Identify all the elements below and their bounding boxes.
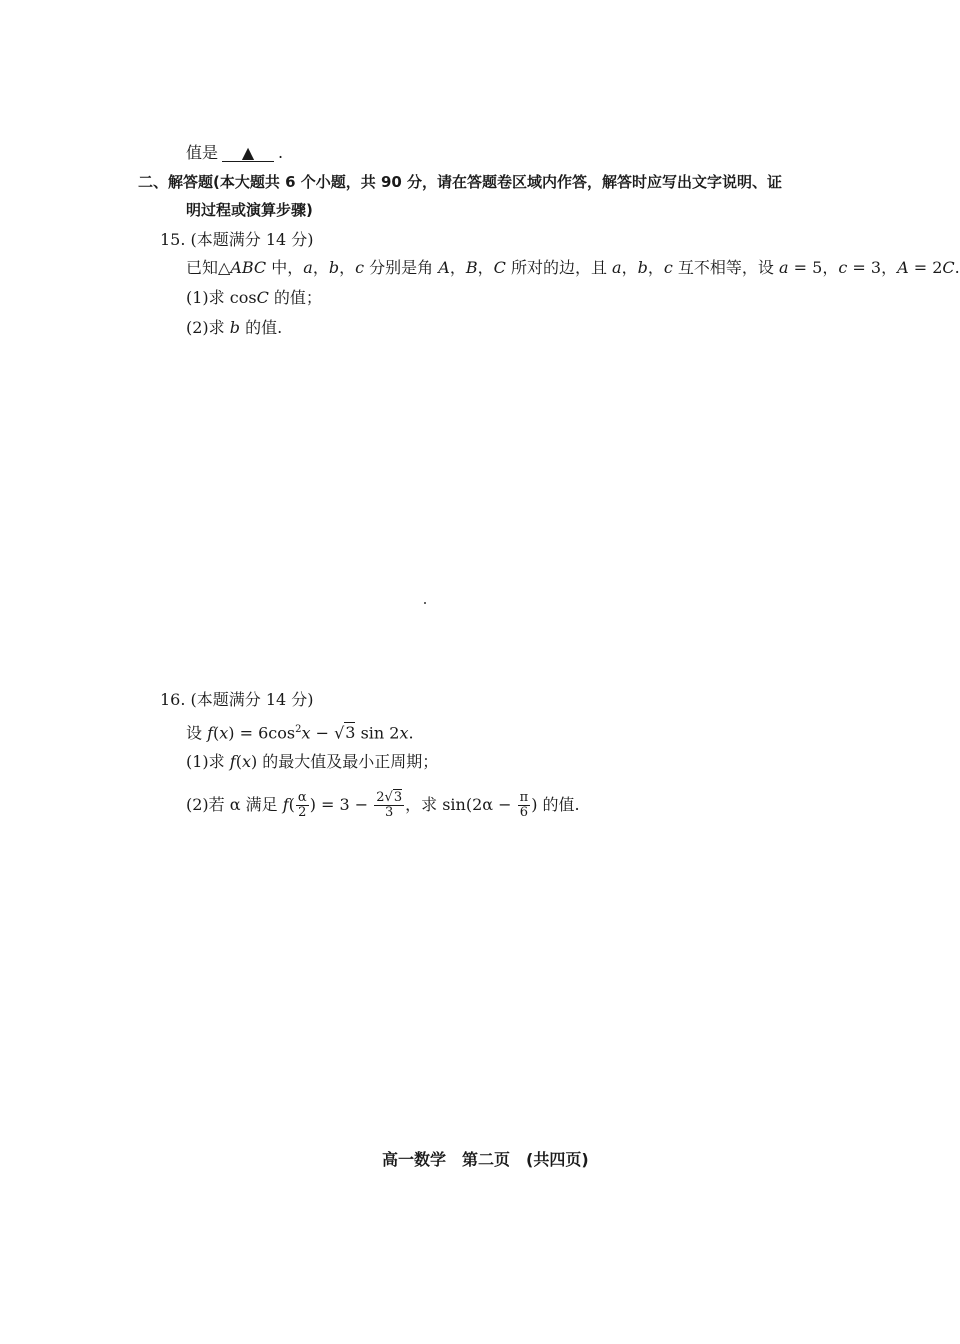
q15-stem-part: c xyxy=(838,258,848,277)
previous-tail-text: . xyxy=(278,143,284,162)
q16-def-part: x xyxy=(301,723,311,743)
q15-stem-part: C xyxy=(942,258,955,277)
section-heading-line1: 二、解答题(本大题共 6 个小题，共 90 分，请在答题卷区域内作答，解答时应写出文字说明、证 xyxy=(138,173,783,191)
section-heading-line2: 明过程或演算步骤) xyxy=(186,201,313,219)
q15-part1-text: 的值； xyxy=(268,288,322,307)
q15-stem-part: B xyxy=(465,258,478,277)
q15-part2 xyxy=(186,318,282,338)
q16-part1 xyxy=(186,752,438,772)
previous-answer-line xyxy=(186,143,283,163)
fraction-numerator: α xyxy=(297,790,307,805)
q16-def-radicand: 3 xyxy=(345,723,356,743)
sqrt-icon: √ xyxy=(334,723,345,743)
q15-stem-part: ， xyxy=(647,258,664,277)
q15-stem-part: ， xyxy=(339,258,356,277)
q16-def-part: − xyxy=(310,723,335,743)
q16-def-part: ) = 6cos xyxy=(228,723,296,743)
q15-part1 xyxy=(186,288,322,308)
q16-part1-text: ( xyxy=(235,752,242,771)
q15-stem-part: ， xyxy=(477,258,494,277)
q15-part1-text: (1)求 cos xyxy=(186,288,257,307)
triangle-mark-icon: ▲ xyxy=(241,143,255,162)
fraction-coefficient: 2 xyxy=(376,790,385,805)
fraction-denominator: 6 xyxy=(519,805,529,820)
q15-stem-part: b xyxy=(328,258,340,277)
sqrt-icon: √ xyxy=(384,790,393,805)
q16-part2-text: (2)若 α 满足 xyxy=(186,795,283,814)
q15-part2-text: (2)求 xyxy=(186,318,230,337)
fraction-numerator: π xyxy=(519,790,529,805)
q16-part1-text: (1)求 xyxy=(186,752,230,771)
q15-stem-part: ， xyxy=(621,258,638,277)
q15-stem-part: 互不相等，设 xyxy=(672,258,780,277)
q16-part2 xyxy=(186,788,580,822)
q15-stem-part: c xyxy=(355,258,365,277)
q16-part1-text: ) 的最大值及最小正周期； xyxy=(250,752,439,771)
q15-stem-part: = 2 xyxy=(908,258,943,277)
q15-stem-part: 所对的边，且 xyxy=(505,258,613,277)
q15-stem-part: A xyxy=(897,258,909,277)
q16-part2-text: ( xyxy=(288,795,295,814)
answer-blank xyxy=(222,145,274,162)
q16-def-part: ( xyxy=(213,723,220,743)
q15-stem-part: a xyxy=(303,258,313,277)
q15-part2-var: b xyxy=(229,318,241,337)
fraction-radicand: 3 xyxy=(393,790,403,805)
scan-speck xyxy=(424,602,426,604)
q16-def-part: . xyxy=(408,723,414,743)
q15-stem-part: = 5， xyxy=(788,258,839,277)
q16-part2-text: ，求 sin(2α − xyxy=(405,795,517,814)
q15-stem-part: 中， xyxy=(266,258,304,277)
fraction-alpha-over-2 xyxy=(296,791,309,820)
q16-def-part: x xyxy=(219,723,229,743)
q16-part1-var: f xyxy=(229,752,236,771)
q16-part1-var: x xyxy=(241,752,251,771)
q15-heading: 15. (本题满分 14 分) xyxy=(160,230,314,249)
q15-stem-part: = 3， xyxy=(847,258,898,277)
q15-stem-part: a xyxy=(779,258,789,277)
q15-stem-part: a xyxy=(612,258,622,277)
q16-part2-var: f xyxy=(282,795,289,814)
q15-part2-text: 的值. xyxy=(240,318,283,337)
q15-stem-part: c xyxy=(663,258,673,277)
q15-stem-part: 分别是角 xyxy=(364,258,439,277)
q16-part2-text: ) 的值. xyxy=(531,795,580,814)
q15-stem-part: C xyxy=(493,258,506,277)
q15-stem xyxy=(186,258,960,278)
fraction-2sqrt3-over-3 xyxy=(374,791,404,820)
fraction-denominator: 2 xyxy=(298,805,307,820)
q16-def-part: sin 2 xyxy=(355,723,400,743)
fraction-numerator xyxy=(374,791,404,806)
previous-lead-text: 值是 xyxy=(186,143,219,162)
q15-stem-part: 已知△ xyxy=(186,258,231,277)
q16-heading: 16. (本题满分 14 分) xyxy=(160,690,314,709)
q15-stem-part: ， xyxy=(312,258,329,277)
q15-stem-part: . xyxy=(954,258,960,277)
q16-def-part: 设 xyxy=(186,723,208,743)
q15-part1-var: C xyxy=(256,288,269,307)
fraction-pi-over-6 xyxy=(518,791,531,820)
q15-stem-part: ABC xyxy=(230,258,267,277)
q15-stem-part: b xyxy=(637,258,648,277)
q16-def-part: x xyxy=(399,723,409,743)
page-footer: 高一数学 第二页 (共四页) xyxy=(382,1150,589,1169)
q16-def-exponent: 2 xyxy=(295,724,302,735)
q15-stem-part: ， xyxy=(449,258,466,277)
q16-def-part: f xyxy=(207,723,214,743)
q15-stem-part: A xyxy=(438,258,450,277)
q16-definition xyxy=(186,720,414,743)
fraction-denominator: 3 xyxy=(385,805,394,820)
q16-part2-text: ) = 3 − xyxy=(309,795,374,814)
